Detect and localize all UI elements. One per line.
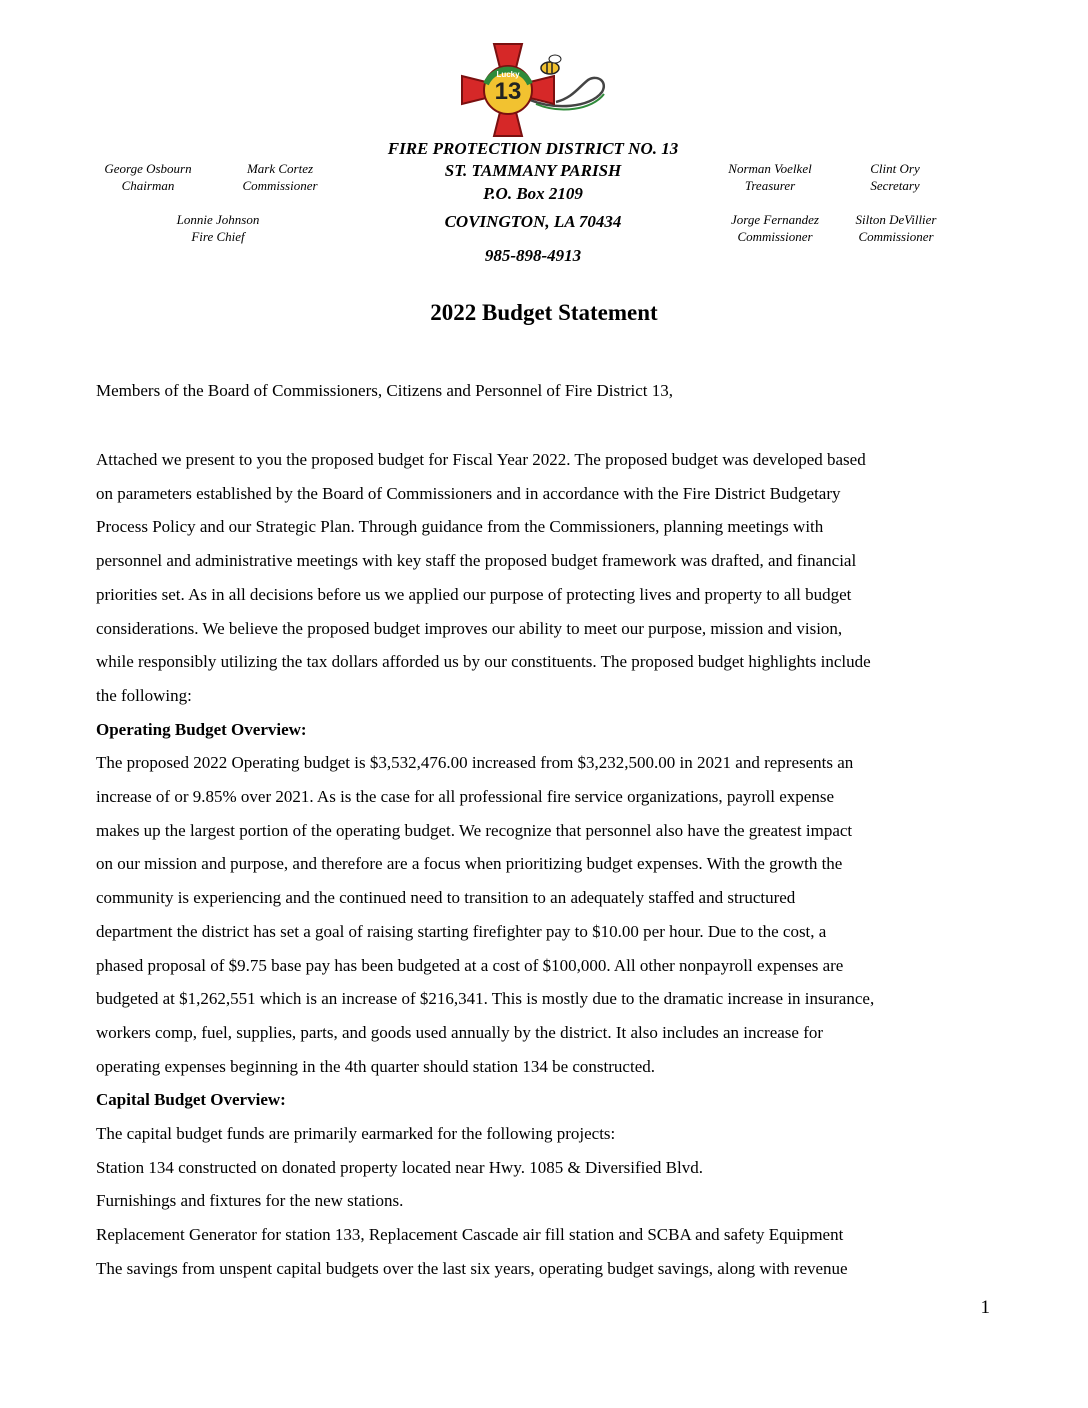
operating-line: operating expenses beginning in the 4th quarter should station 134 be constructed. [96,1056,655,1076]
district-name: FIRE PROTECTION DISTRICT NO. 13 [387,139,679,158]
capital-line: Furnishings and fixtures for the new stations. [96,1191,404,1211]
capital-budget-heading: Capital Budget Overview: [96,1090,286,1110]
letter-body [96,443,1001,1286]
operating-line: department the district has set a goal of raising starting firefighter pay to $10.00 per hour. Due to the cost, a [96,921,827,941]
officer-name: George Osbourn [104,161,192,176]
intro-line: priorities set. As in all decisions before us we applied our purpose of protecting lives and property to all budget [96,584,852,604]
officer-secretary [835,160,955,194]
officer-title: Chairman [121,178,175,193]
operating-line: makes up the largest portion of the operating budget. We recognize that personnel also have the greatest impact [96,820,853,840]
officer-commissioner-fernandez [712,211,838,245]
officer-name: Silton DeVillier [855,212,937,227]
salutation: Members of the Board of Commissioners, Citizens and Personnel of Fire District 13, [96,381,673,400]
officer-title: Fire Chief [191,229,245,244]
operating-line: workers comp, fuel, supplies, parts, and goods used annually by the district. It also includes an increase for [96,1022,824,1042]
operating-line: community is experiencing and the continued need to transition to an adequately staffed and structured [96,888,796,908]
officer-title: Commissioner [858,229,934,244]
capital-line: The savings from unspent capital budgets over the last six years, operating budget savings, along with revenue [96,1258,848,1278]
officer-title: Commissioner [737,229,813,244]
officer-fire-chief [158,211,278,245]
fire-district-badge-icon [460,40,608,140]
document-title: 2022 Budget Statement [430,300,658,325]
operating-line: phased proposal of $9.75 base pay has been budgeted at a cost of $100,000. All other nonpayroll expenses are [96,955,844,975]
officer-chairman [88,160,208,194]
intro-line: considerations. We believe the proposed budget improves our ability to meet our purpose, mission and vision, [96,618,843,638]
intro-line: personnel and administrative meetings with key staff the proposed budget framework was drafted, and financial [96,551,857,571]
officer-title: Secretary [870,178,920,193]
officer-title: Commissioner [242,178,318,193]
parish-name: ST. TAMMANY PARISH [444,161,622,180]
officer-name: Clint Ory [870,161,920,176]
intro-line: Attached we present to you the proposed budget for Fiscal Year 2022. The proposed budget was developed based [96,450,866,469]
logo-text: Lucky [496,70,520,79]
intro-line: the following: [96,685,192,705]
operating-line: increase of or 9.85% over 2021. As is the case for all professional fire service organizations, payroll expense [96,787,834,807]
po-box: P.O. Box 2109 [483,184,583,203]
officer-name: Jorge Fernandez [731,212,819,227]
district-logo [460,40,608,140]
capital-line: Replacement Generator for station 133, Replacement Cascade air fill station and SCBA and safety Equipment [96,1225,844,1245]
officer-commissioner-devillier [836,211,956,245]
intro-line: Process Policy and our Strategic Plan. Through guidance from the Commissioners, planning meetings with [96,517,824,537]
operating-line: on our mission and purpose, and therefore are a focus when prioritizing budget expenses. With the growth the [96,854,843,874]
logo-number: 13 [494,78,522,105]
officer-treasurer [710,160,830,194]
city-address: COVINGTON, LA 70434 [444,212,622,231]
page-number: 1 [980,1297,990,1318]
officer-name: Norman Voelkel [728,161,812,176]
operating-line: The proposed 2022 Operating budget is $3,532,476.00 increased from $3,232,500.00 in 2021 and represents an [96,753,854,773]
phone-number: 985-898-4913 [484,246,582,265]
officer-title: Treasurer [744,178,796,193]
operating-budget-heading: Operating Budget Overview: [96,719,307,739]
operating-line: budgeted at $1,262,551 which is an increase of $216,341. This is mostly due to the dramatic increase in insurance, [96,989,875,1009]
capital-line: Station 134 constructed on donated property located near Hwy. 1085 & Diversified Blvd. [96,1157,703,1177]
officer-commissioner-cortez [220,160,340,194]
intro-line: on parameters established by the Board of Commissioners and in accordance with the Fire District Budgetary [96,483,841,503]
capital-line: The capital budget funds are primarily earmarked for the following projects: [96,1124,616,1144]
intro-line: while responsibly utilizing the tax dollars afforded us by our constituents. The proposed budget highlights include [96,652,871,672]
officer-name: Lonnie Johnson [176,212,260,227]
officer-name: Mark Cortez [246,161,314,176]
